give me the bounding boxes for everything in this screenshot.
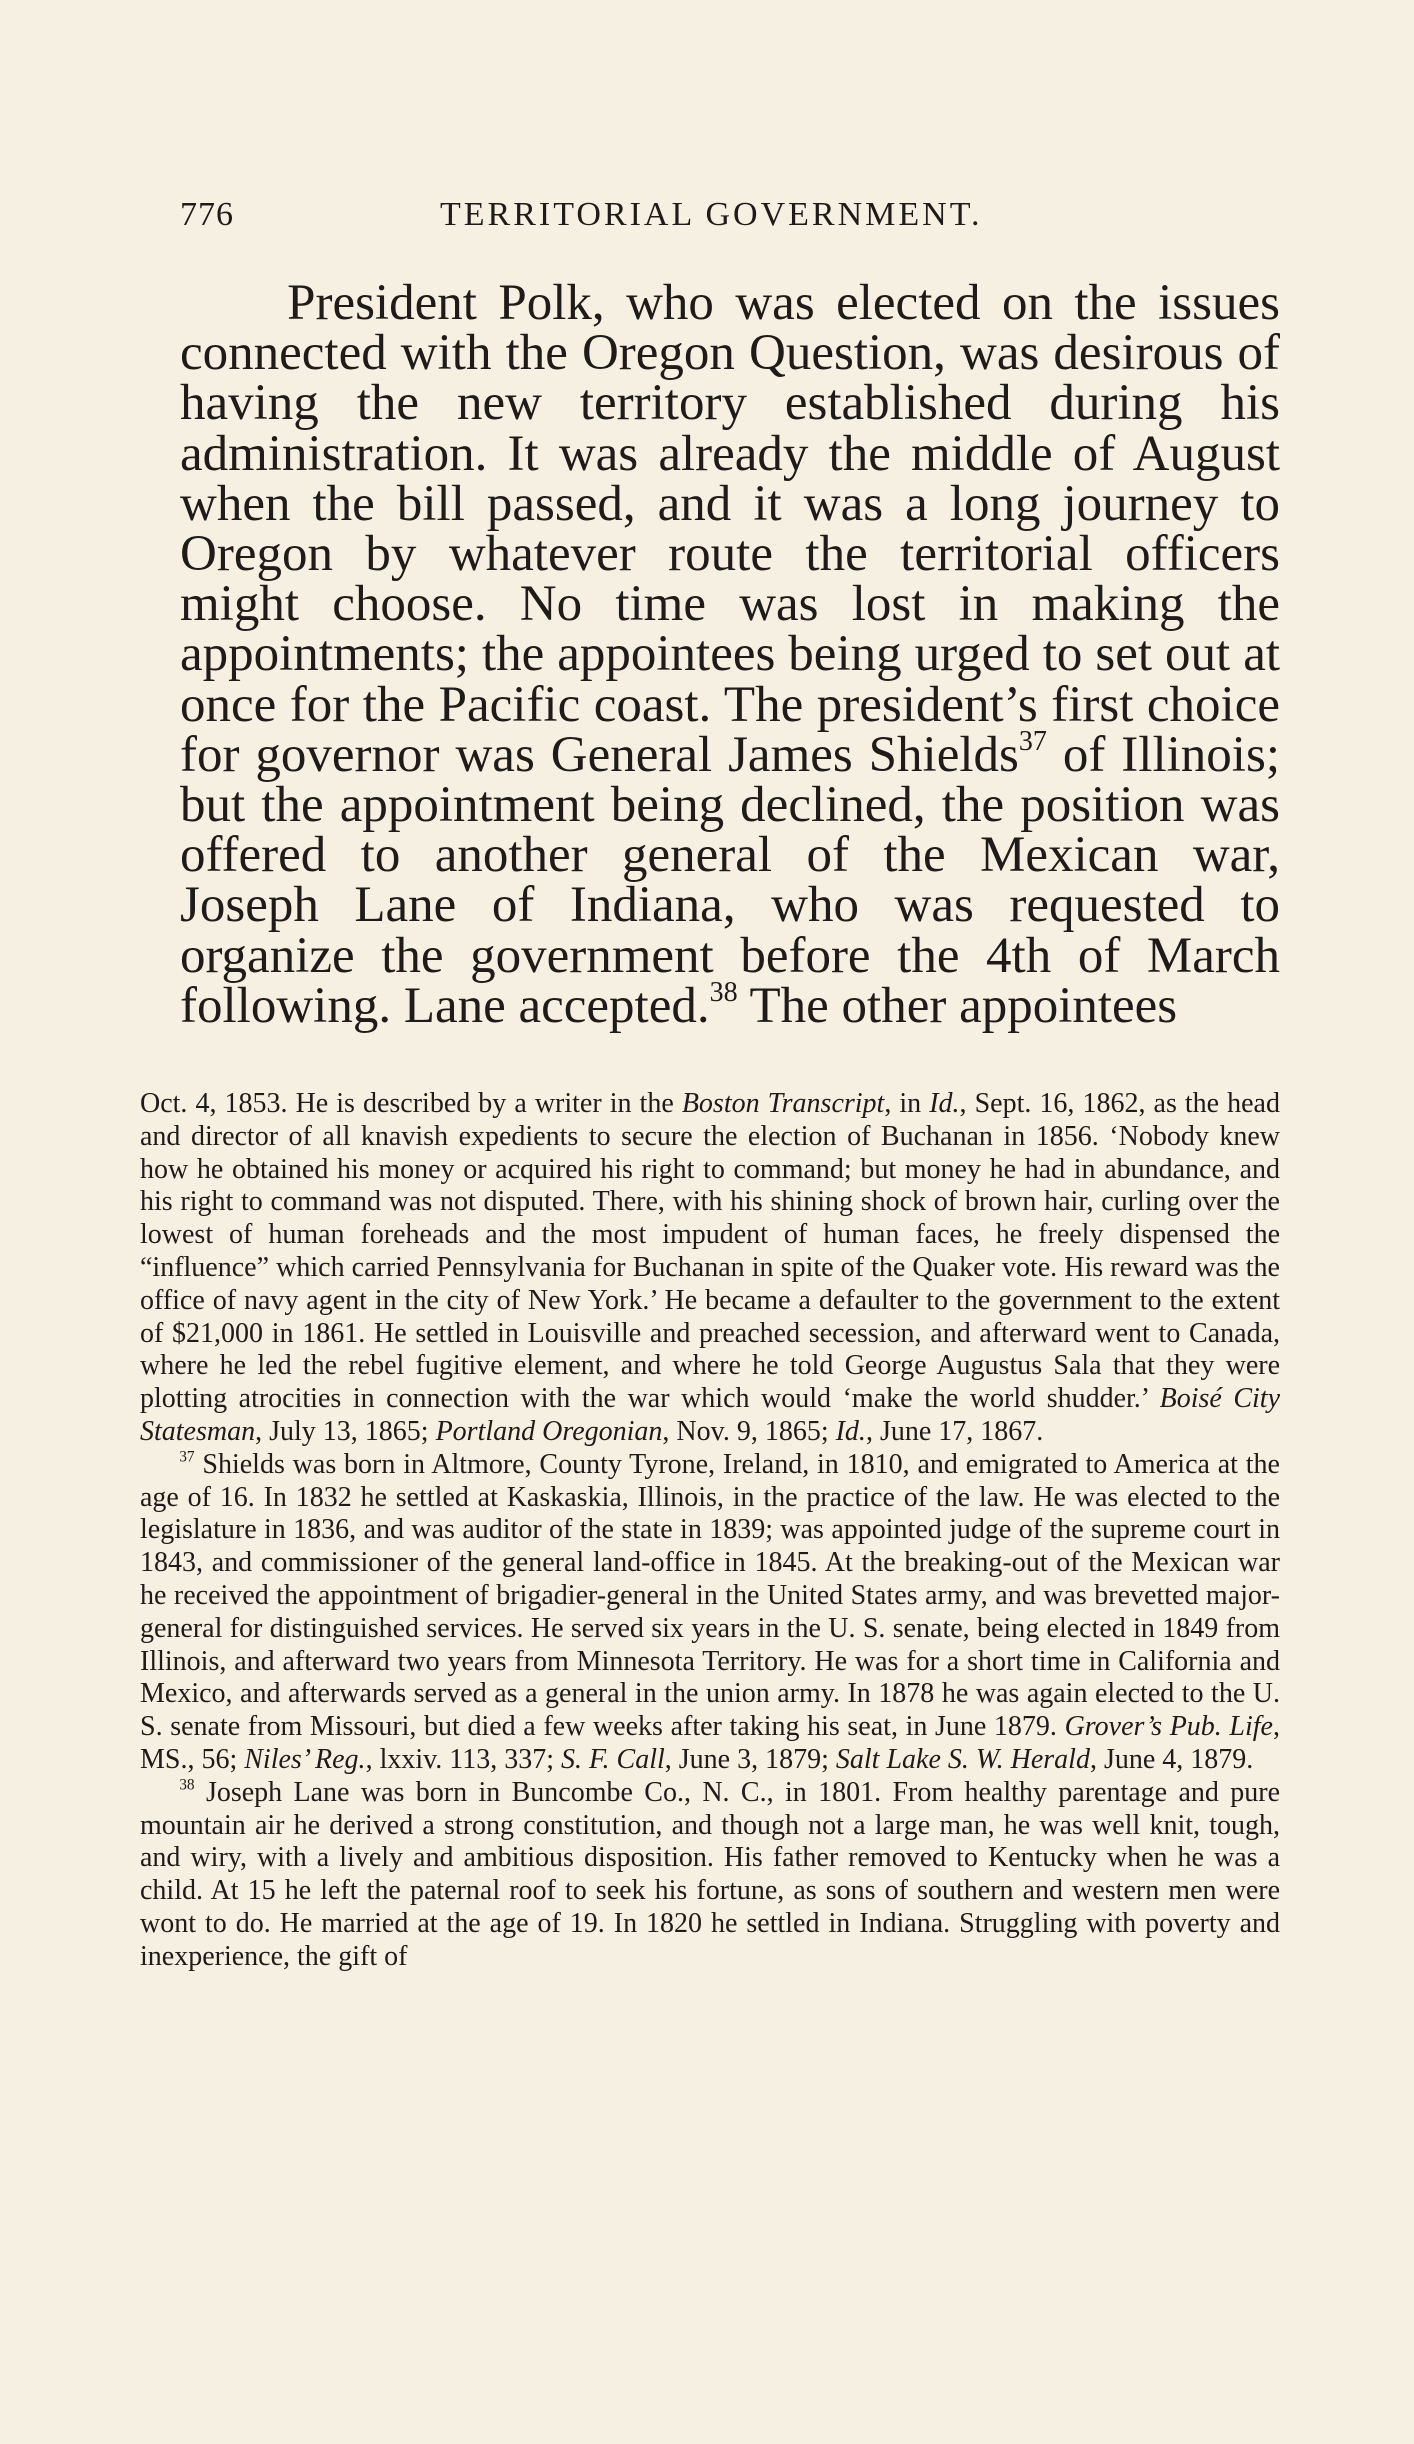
publication-title: Salt Lake S. W. Herald [835,1743,1090,1775]
footnote-text: , Nov. 9, 1865; [662,1415,836,1447]
footnote-text: , June 4, 1879. [1089,1743,1254,1775]
footnote-ref-37[interactable]: 37 [1018,725,1047,757]
footnote-number: 37 [179,1448,195,1466]
publication-title: Niles’ Reg. [244,1743,366,1775]
page-number: 776 [180,196,234,233]
footnote-38 [140,1777,1280,1974]
publication-title: S. F. Call [561,1743,665,1775]
publication-title: Boisé City Statesman [140,1383,1281,1447]
footnote-text: , MS., 56; [140,1711,1280,1775]
main-text [180,275,1280,1034]
footnote-text: Shields was born in Altmore, County Tyrone, Ireland, in 1810, and emigrated to America at the age of 16. In 1832 he settled at Kaskaskia, Illinois, in the practice of the law. He was elected to the legislature in 1836, and was auditor of the state in 1839; was appointed judge of the supreme court in 1843, and commissioner of the general land-office in 1845. At the breaking-out of the Mexican war he received the appointment of brigadier-general in the United States army, and was brevetted major-general for distinguished services. He served six years in the U. S. senate, being elected in 1849 from Illinois, and afterward two years from Minnesota Territory. He was for a short time in California and Mexico, and afterwards served as a general in the union army. In 1878 he was again elected to the U. S. senate from Missouri, but died a few weeks after taking his seat, in June 1879. [140,1448,1280,1743]
footnotes [140,1088,1280,1974]
body-paragraph [180,275,1280,1034]
footnote-number: 38 [179,1776,195,1794]
body-text-part: President Polk, who was elected on the issues connected with the Oregon Question, was desirous of having the new territory established during his administration. It was already the middle of August when the bill passed, and it was a long journey to Oregon by whatever route the territorial officers might choose. No time was lost in making the appointments; the appointees being urged to set out at once for the Pacific coast. The president’s first choice for governor was General James Shields [180,275,1280,783]
footnote-ref-38[interactable]: 38 [709,976,738,1008]
footnote-text: , July 13, 1865; [255,1415,436,1447]
ibid-reference: Id. [835,1415,866,1447]
footnote-text: , in [884,1088,930,1119]
footnote-text: Oct. 4, 1853. He is described by a writer in the [140,1088,682,1119]
page-header [0,196,1414,246]
footnote-text: , lxxiv. 113, 337; [365,1743,562,1775]
body-text-part: The other appointees [737,977,1178,1034]
footnote-37 [140,1449,1280,1777]
footnote-text: , June 17, 1867. [865,1415,1044,1447]
ibid-reference: Id. [929,1088,960,1119]
footnote-continued [140,1088,1280,1449]
body-text-part: of Illinois; but the appointment being declined, the position was offered to another general of the Mexican war, Joseph Lane of Indiana, who was requested to organize the government before the 4th of March following. Lane accepted. [180,726,1280,1034]
publication-title: Grover’s Pub. Life [1064,1711,1273,1743]
publication-title: Portland Oregonian [435,1415,663,1447]
footnote-text: , June 3, 1879; [664,1743,836,1775]
running-head: TERRITORIAL GOVERNMENT. [440,196,983,233]
publication-title: Boston Transcript [681,1088,885,1119]
footnote-text: Joseph Lane was born in Buncombe Co., N. C., in 1801. From healthy parentage and pure mountain air he derived a strong constitution, and though not a large man, he was well knit, tough, and wiry, with a lively and ambitious disposition. His father removed to Kentucky when he was a child. At 15 he left the paternal roof to seek his fortune, as sons of southern and western men were wont to do. He married at the age of 19. In 1820 he settled in Indiana. Struggling with poverty and inexperience, the gift of [140,1776,1280,1972]
footnote-text: , Sept. 16, 1862, as the head and director of all knavish expedients to secure the election of Buchanan in 1856. ‘Nobody knew how he obtained his money or acquired his right to command; but money he had in abundance, and his right to command was not disputed. There, with his shining shock of brown hair, curling over the lowest of human foreheads and the most impudent of human faces, he freely dispensed the “influence” which carried Pennsylvania for Buchanan in spite of the Quaker vote. His reward was the office of navy agent in the city of New York.’ He became a defaulter to the government to the extent of $21,000 in 1861. He settled in Louisville and preached secession, and afterward went to Canada, where he led the rebel fugitive element, and where he told George Augustus Sala that they were plotting atrocities in connection with the war which would ‘make the world shudder.’ [140,1088,1280,1415]
